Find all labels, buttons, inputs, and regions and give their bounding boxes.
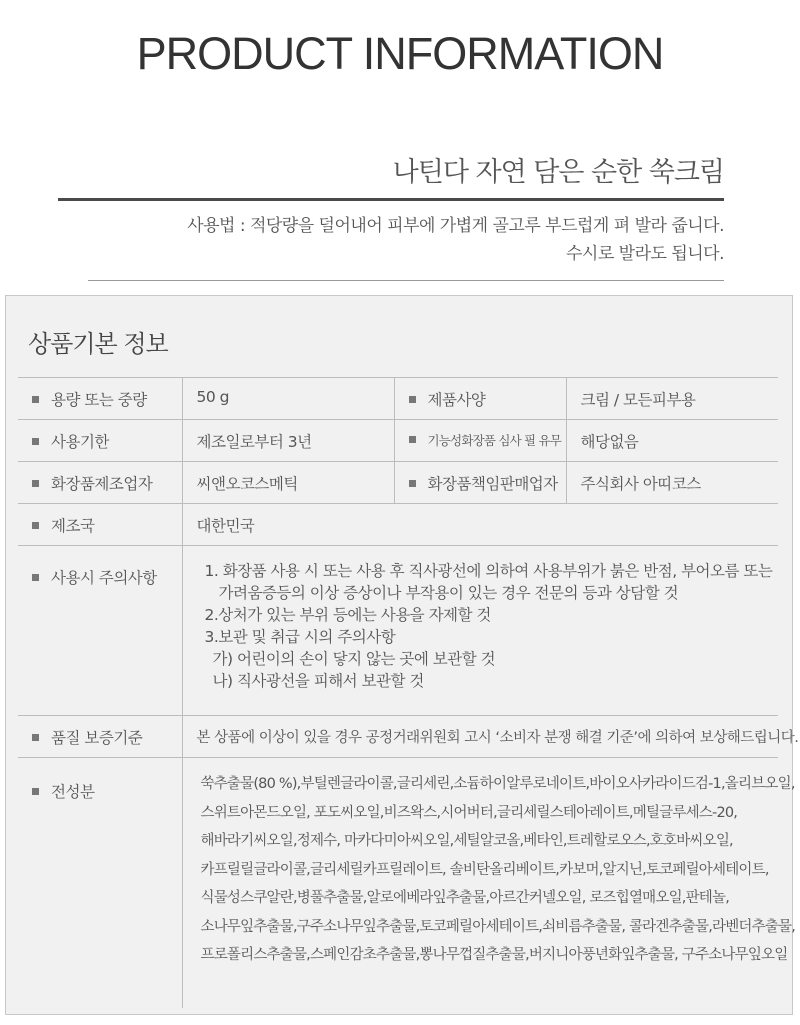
- usage-line: 수시로 발라도 됩니다.: [565, 244, 724, 264]
- row-label: 화장품제조업자: [18, 462, 182, 504]
- square-bullet-icon: [409, 396, 416, 403]
- ingredient-line: 쑥추출물(80 %),부틸렌글라이콜,글리세린,소듐하이알루로네이트,바이오사카라이드검-1,올리브오일,: [200, 776, 795, 792]
- ingredient-line: 해바라기씨오일,정제수, 마카다미아씨오일,세틸알코올,베타인,트레할로오스,호호바씨오일,: [200, 833, 733, 849]
- row-value: 해당없음: [566, 420, 778, 462]
- square-bullet-icon: [32, 480, 39, 487]
- divider: [58, 198, 724, 201]
- table-row: [18, 462, 778, 504]
- usage-text: [187, 212, 724, 268]
- row-label: 사용기한: [18, 420, 182, 462]
- caution-line: 나) 직사광선을 피해서 보관할 것: [212, 672, 424, 690]
- row-label: 제품사양: [394, 378, 566, 420]
- row-label: 사용시 주의사항: [18, 546, 182, 716]
- square-bullet-icon: [32, 522, 39, 529]
- row-label: 기능성화장품 심사 필 유무: [394, 420, 566, 462]
- info-panel: [5, 295, 799, 1015]
- row-value: 50 g: [182, 378, 394, 420]
- row-value: 씨앤오코스메틱: [182, 462, 394, 504]
- row-label: 제조국: [18, 504, 182, 546]
- square-bullet-icon: [32, 574, 39, 581]
- ingredients-text: [182, 758, 796, 1008]
- page-title: PRODUCT INFORMATION: [136, 28, 664, 79]
- square-bullet-icon: [32, 788, 39, 795]
- row-value: 크림 / 모든피부용: [566, 378, 778, 420]
- caution-text: [182, 546, 778, 716]
- caution-line: 3.보관 및 취급 시의 주의사항: [204, 628, 396, 646]
- caution-line: 2.상처가 있는 부위 등에는 사용을 자제할 것: [204, 606, 491, 624]
- ingredient-line: 식물성스쿠알란,병풀추출물,알로에베라잎추출물,아르간커넬오일, 로즈힙열매오일,판테놀,: [200, 890, 730, 906]
- info-table: [18, 377, 799, 1008]
- square-bullet-icon: [32, 438, 39, 445]
- table-row: [18, 378, 778, 420]
- row-value: 제조일로부터 3년: [182, 420, 394, 462]
- row-value: 대한민국: [182, 504, 778, 546]
- square-bullet-icon: [409, 480, 416, 487]
- row-label: 화장품책임판매업자: [394, 462, 566, 504]
- row-label: 용량 또는 중량: [18, 378, 182, 420]
- table-row: [18, 546, 778, 716]
- caution-line: 1. 화장품 사용 시 또는 사용 후 직사광선에 의하여 사용부위가 붉은 반점, 부어오름 또는: [204, 562, 773, 580]
- table-row: [18, 504, 778, 546]
- product-name: 나틴다 자연 담은 순한 쑥크림: [392, 157, 724, 188]
- row-label: 품질 보증기준: [18, 716, 182, 758]
- square-bullet-icon: [409, 436, 416, 443]
- row-value: 본 상품에 이상이 있을 경우 공정거래위원회 고시 ‘소비자 분쟁 해결 기준’에 의하여 보상해드립니다.: [182, 716, 778, 758]
- table-row: [18, 716, 778, 758]
- ingredient-line: 스위트아몬드오일, 포도씨오일,비즈왁스,시어버터,글리세릴스테아레이트,메틸글루세스-20,: [200, 804, 738, 821]
- divider: [88, 280, 724, 281]
- row-value: 주식회사 아띠코스: [566, 462, 778, 504]
- usage-line: 사용법 : 적당량을 덜어내어 피부에 가볍게 골고루 부드럽게 펴 발라 줍니다.: [187, 216, 724, 236]
- caution-line: 가려움증등의 이상 증상이나 부작용이 있는 경우 전문의 등과 상담할 것: [218, 584, 679, 602]
- caution-line: 가) 어린이의 손이 닿지 않는 곳에 보관할 것: [212, 650, 496, 668]
- ingredient-line: 소나무잎추출물,구주소나무잎추출물,토코페릴아세테이트,쇠비름추출물, 콜라겐추출물,라벤더추출물,: [200, 918, 796, 935]
- ingredient-line: 프로폴리스추출물,스페인감초추출물,뽕나무껍질추출물,버지니아풍년화잎추출물, 구주소나무잎오일: [200, 947, 788, 963]
- table-row: [18, 420, 778, 462]
- table-row: [18, 758, 778, 1008]
- square-bullet-icon: [32, 734, 39, 741]
- ingredient-line: 카프릴릴글라이콜,글리세릴카프릴레이트, 솔비탄올리베이트,카보머,알지닌,토코페릴아세테이트,: [200, 861, 769, 878]
- square-bullet-icon: [32, 396, 39, 403]
- info-title: 상품기본 정보: [28, 330, 168, 358]
- row-label: 전성분: [18, 758, 182, 1008]
